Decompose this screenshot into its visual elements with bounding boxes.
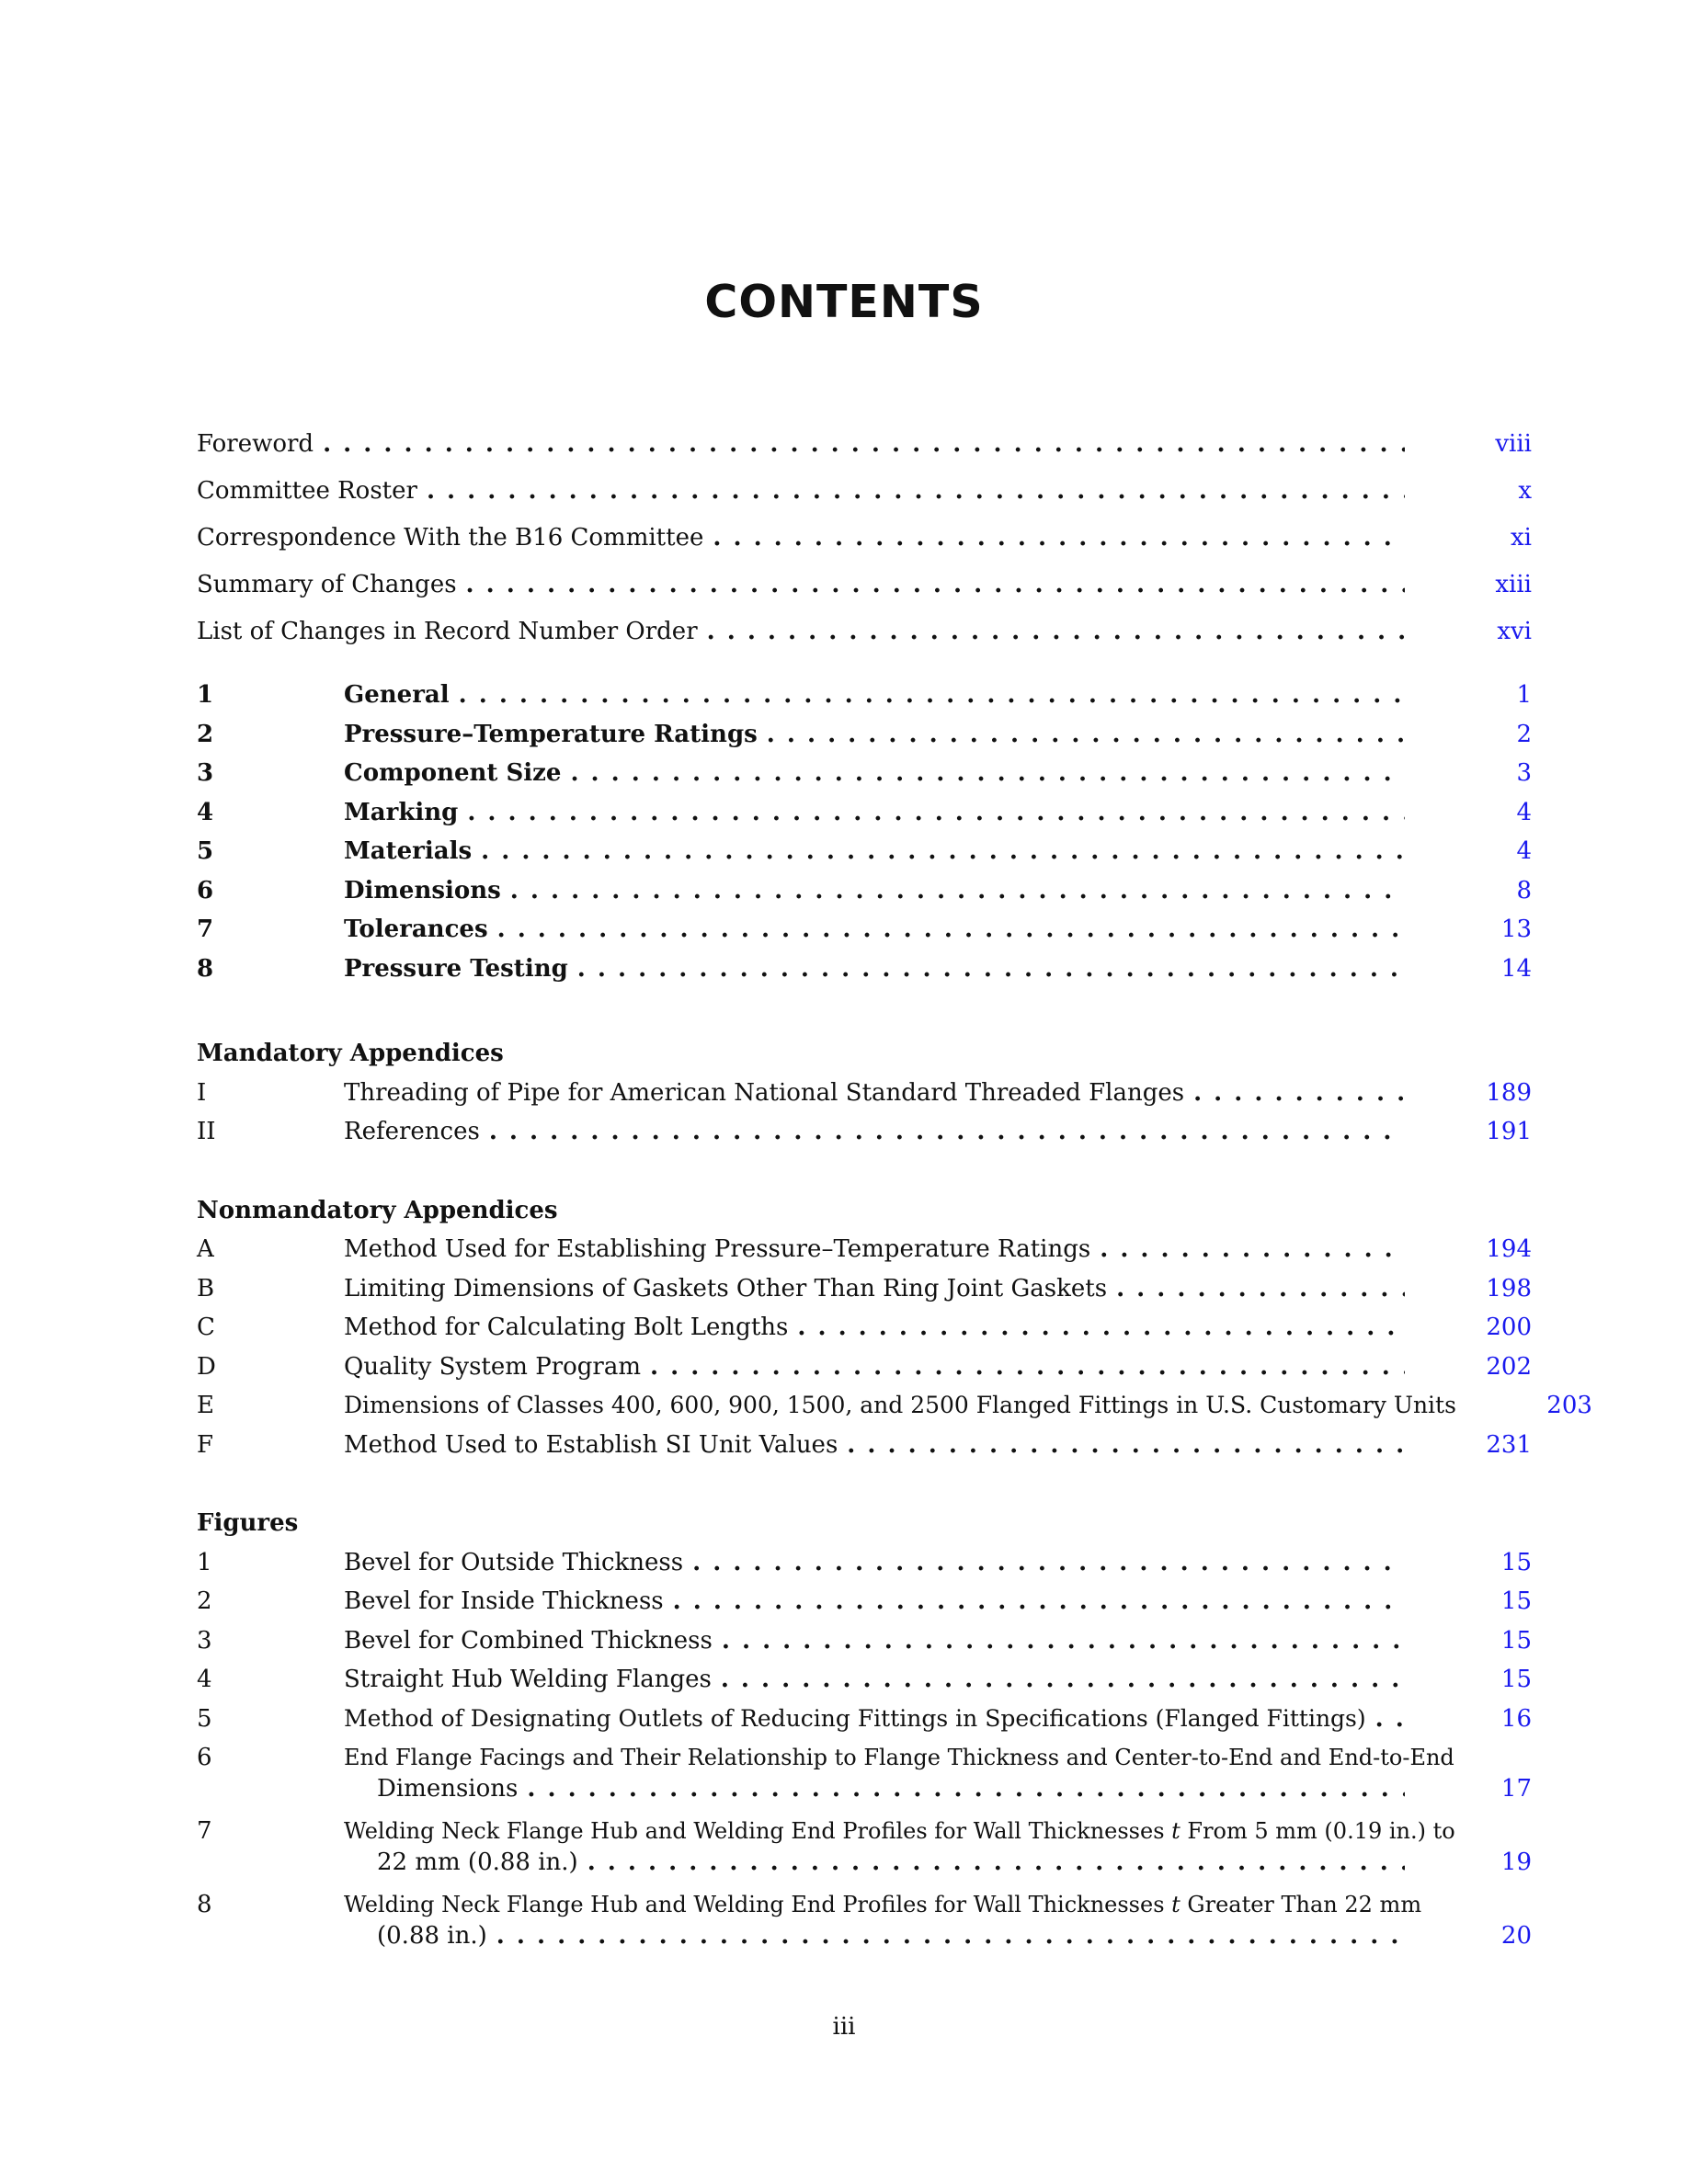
- toc-appendix[interactable]: [197, 1230, 1532, 1269]
- figure-number: 6: [197, 1744, 212, 1771]
- figure-title-line: Welding Neck Flange Hub and Welding End Profiles for Wall Thicknesses t Greater Than 22 mm: [344, 1892, 1422, 1917]
- figure-title-block: [344, 1815, 1455, 1878]
- section-title: Materials: [344, 837, 473, 865]
- table-of-contents: [197, 421, 1592, 1959]
- figure-title: Straight Hub Welding Flanges: [344, 1666, 712, 1693]
- dot-leader: [650, 1348, 1405, 1387]
- section-title: Pressure–Temperature Ratings: [344, 720, 758, 748]
- toc-entry-summary-of-changes[interactable]: [197, 562, 1532, 609]
- page-link[interactable]: 15: [1500, 1666, 1532, 1693]
- dot-leader: [1100, 1230, 1405, 1269]
- dot-leader: [1116, 1269, 1405, 1309]
- toc-appendix[interactable]: [197, 1112, 1532, 1152]
- section-title: Dimensions: [344, 876, 501, 904]
- page-link[interactable]: 191: [1486, 1118, 1532, 1145]
- figure-title-continuation: [344, 1773, 1449, 1804]
- dot-leader: [510, 871, 1405, 911]
- section-title: Tolerances: [344, 916, 488, 943]
- page-link[interactable]: 20: [1500, 1922, 1532, 1950]
- page-link[interactable]: 200: [1486, 1314, 1532, 1341]
- dot-leader: [722, 1621, 1405, 1661]
- page-link[interactable]: 198: [1486, 1274, 1532, 1302]
- dot-leader: [1193, 1074, 1405, 1113]
- figure-title-line: End Flange Facings and Their Relationship to Flange Thickness and Center-to-End and End-to-End: [344, 1745, 1454, 1770]
- section-number: 4: [197, 798, 214, 826]
- page-link[interactable]: xiii: [1495, 571, 1532, 598]
- figure-title-block: [344, 1742, 1454, 1804]
- toc-entry-list-of-changes[interactable]: [197, 609, 1532, 655]
- toc-section[interactable]: [197, 715, 1532, 755]
- toc-figure[interactable]: [197, 1885, 1532, 1959]
- page-link[interactable]: 19: [1500, 1848, 1532, 1876]
- toc-figure[interactable]: [197, 1700, 1532, 1739]
- section-number: 1: [197, 681, 214, 709]
- appendix-title: Limiting Dimensions of Gaskets Other Than Ring Joint Gaskets: [344, 1274, 1108, 1302]
- toc-section[interactable]: [197, 676, 1532, 715]
- toc-entry-label: Summary of Changes: [197, 571, 457, 598]
- figure-number: 1: [197, 1548, 212, 1576]
- dot-leader: [673, 1582, 1405, 1621]
- toc-figure[interactable]: [197, 1582, 1532, 1621]
- section-title: Marking: [344, 798, 459, 826]
- figures-list: [197, 1543, 1532, 1960]
- dot-leader: [466, 562, 1405, 609]
- toc-section[interactable]: [197, 910, 1532, 950]
- toc-appendix[interactable]: [197, 1386, 1592, 1426]
- section-title: Pressure Testing: [344, 954, 568, 983]
- dot-leader: [707, 609, 1405, 655]
- toc-section[interactable]: [197, 950, 1532, 989]
- figure-title-continuation: [344, 1847, 1449, 1878]
- appendix-letter: D: [197, 1352, 216, 1381]
- figure-title-line: (0.88 in.): [377, 1922, 487, 1950]
- toc-entry-foreword[interactable]: [197, 421, 1532, 468]
- toc-appendix[interactable]: [197, 1426, 1532, 1465]
- dot-leader: [797, 1308, 1405, 1348]
- dot-leader: [497, 910, 1405, 950]
- section-number: 3: [197, 759, 214, 787]
- dot-leader: [323, 421, 1405, 468]
- page-link[interactable]: x: [1518, 477, 1532, 505]
- page-link[interactable]: 8: [1516, 876, 1532, 904]
- nonmandatory-appendices-list: [197, 1230, 1592, 1464]
- dot-leader: [427, 468, 1405, 515]
- page-link[interactable]: 2: [1516, 720, 1532, 748]
- dot-leader: [767, 715, 1405, 755]
- toc-appendix[interactable]: [197, 1348, 1532, 1387]
- page-number-footer: iii: [832, 2013, 856, 2041]
- appendix-letter: I: [197, 1078, 207, 1107]
- toc-appendix[interactable]: [197, 1269, 1532, 1309]
- dot-leader: [577, 950, 1405, 989]
- section-title: General: [344, 681, 450, 709]
- page-link[interactable]: 17: [1500, 1775, 1532, 1803]
- dot-leader: [692, 1543, 1405, 1583]
- page-link[interactable]: 231: [1486, 1430, 1532, 1459]
- figure-title-line: Dimensions: [377, 1775, 519, 1803]
- page-link[interactable]: viii: [1495, 430, 1532, 458]
- figure-number: 3: [197, 1626, 212, 1655]
- toc-entry-committee-roster[interactable]: [197, 468, 1532, 515]
- toc-section[interactable]: [197, 832, 1532, 871]
- dot-leader: [489, 1112, 1405, 1152]
- page-link[interactable]: 194: [1486, 1235, 1532, 1263]
- appendix-title: Method for Calculating Bolt Lengths: [344, 1314, 789, 1341]
- figure-title-line: 22 mm (0.88 in.): [377, 1848, 578, 1876]
- page-link[interactable]: 15: [1500, 1626, 1532, 1655]
- toc-section[interactable]: [197, 754, 1532, 793]
- dot-leader: [496, 1920, 1405, 1951]
- appendix-letter: F: [197, 1430, 214, 1459]
- figure-title-line: Welding Neck Flange Hub and Welding End Profiles for Wall Thicknesses t From 5 mm (0.19 in.) to: [344, 1818, 1455, 1844]
- mandatory-appendices-list: [197, 1074, 1532, 1152]
- toc-section[interactable]: [197, 871, 1532, 911]
- page-link[interactable]: 16: [1500, 1704, 1532, 1733]
- dot-leader: [713, 515, 1405, 562]
- figure-title: Method of Designating Outlets of Reducing Fittings in Specifications (Flanged Fittings): [344, 1704, 1366, 1732]
- page-link[interactable]: 1: [1516, 681, 1532, 709]
- mandatory-appendices-heading: Mandatory Appendices: [197, 1040, 504, 1067]
- page-link[interactable]: xi: [1511, 524, 1532, 552]
- section-number: 7: [197, 916, 214, 943]
- appendix-title: Method Used for Establishing Pressure–Temperature Ratings: [344, 1235, 1091, 1263]
- dot-leader: [459, 676, 1405, 715]
- section-number: 8: [197, 954, 214, 983]
- page-link[interactable]: 3: [1516, 759, 1532, 787]
- section-number: 6: [197, 876, 214, 904]
- figure-title-block: [344, 1889, 1449, 1951]
- page-link[interactable]: 15: [1500, 1548, 1532, 1576]
- dot-leader: [570, 754, 1405, 793]
- appendix-title: Threading of Pipe for American National Standard Threaded Flanges: [344, 1078, 1185, 1107]
- front-matter-list: [197, 421, 1532, 655]
- figure-title: Bevel for Inside Thickness: [344, 1587, 664, 1615]
- toc-figure[interactable]: [197, 1543, 1532, 1583]
- toc-figure[interactable]: [197, 1738, 1532, 1812]
- figure-number: 7: [197, 1817, 212, 1845]
- dot-leader: [1375, 1700, 1405, 1739]
- toc-entry-correspondence[interactable]: [197, 515, 1532, 562]
- page-link[interactable]: 202: [1486, 1352, 1532, 1381]
- page-link[interactable]: 4: [1516, 798, 1532, 826]
- figure-title-continuation: [344, 1920, 1449, 1951]
- toc-entry-label: Correspondence With the B16 Committee: [197, 524, 704, 552]
- figure-number: 5: [197, 1704, 212, 1733]
- nonmandatory-appendices-heading: Nonmandatory Appendices: [197, 1196, 558, 1224]
- dot-leader: [587, 1847, 1405, 1878]
- toc-section[interactable]: [197, 793, 1532, 833]
- figure-number: 2: [197, 1587, 212, 1615]
- page-link[interactable]: 203: [1546, 1392, 1592, 1419]
- page-link[interactable]: 189: [1486, 1078, 1532, 1107]
- sections-list: [197, 676, 1532, 988]
- appendix-letter: II: [197, 1118, 216, 1145]
- toc-entry-label: Committee Roster: [197, 477, 417, 505]
- appendix-title: Method Used to Establish SI Unit Values: [344, 1430, 838, 1459]
- dot-leader: [527, 1773, 1405, 1804]
- toc-appendix[interactable]: [197, 1308, 1532, 1348]
- appendix-title: Dimensions of Classes 400, 600, 900, 1500, and 2500 Flanged Fittings in U.S. Customary Units: [344, 1392, 1456, 1418]
- toc-figure[interactable]: [197, 1812, 1532, 1885]
- appendix-title: Quality System Program: [344, 1352, 641, 1381]
- dot-leader: [481, 832, 1405, 871]
- section-number: 5: [197, 837, 214, 865]
- page-link[interactable]: 14: [1500, 954, 1532, 983]
- figure-title: Bevel for Combined Thickness: [344, 1626, 713, 1655]
- toc-entry-label: Foreword: [197, 430, 314, 458]
- dot-leader: [467, 793, 1405, 833]
- appendix-letter: B: [197, 1274, 215, 1302]
- section-title: Component Size: [344, 759, 562, 787]
- figure-number: 4: [197, 1666, 212, 1693]
- figures-heading: Figures: [197, 1509, 299, 1537]
- appendix-letter: A: [197, 1235, 214, 1263]
- page-link[interactable]: 13: [1500, 916, 1532, 943]
- page-link[interactable]: xvi: [1497, 618, 1532, 645]
- spacer: [197, 655, 1532, 676]
- page-title: CONTENTS: [704, 276, 984, 328]
- dot-leader: [721, 1660, 1405, 1700]
- page-link[interactable]: 15: [1500, 1587, 1532, 1615]
- appendix-title: References: [344, 1118, 480, 1145]
- appendix-letter: E: [197, 1392, 214, 1419]
- section-number: 2: [197, 720, 214, 748]
- toc-figure[interactable]: [197, 1621, 1532, 1661]
- toc-figure[interactable]: [197, 1660, 1532, 1700]
- figure-title: Bevel for Outside Thickness: [344, 1548, 684, 1576]
- dot-leader: [847, 1426, 1405, 1465]
- page-link[interactable]: 4: [1516, 837, 1532, 865]
- appendix-letter: C: [197, 1314, 215, 1341]
- toc-entry-label: List of Changes in Record Number Order: [197, 618, 698, 645]
- toc-appendix[interactable]: [197, 1074, 1532, 1113]
- figure-number: 8: [197, 1891, 212, 1918]
